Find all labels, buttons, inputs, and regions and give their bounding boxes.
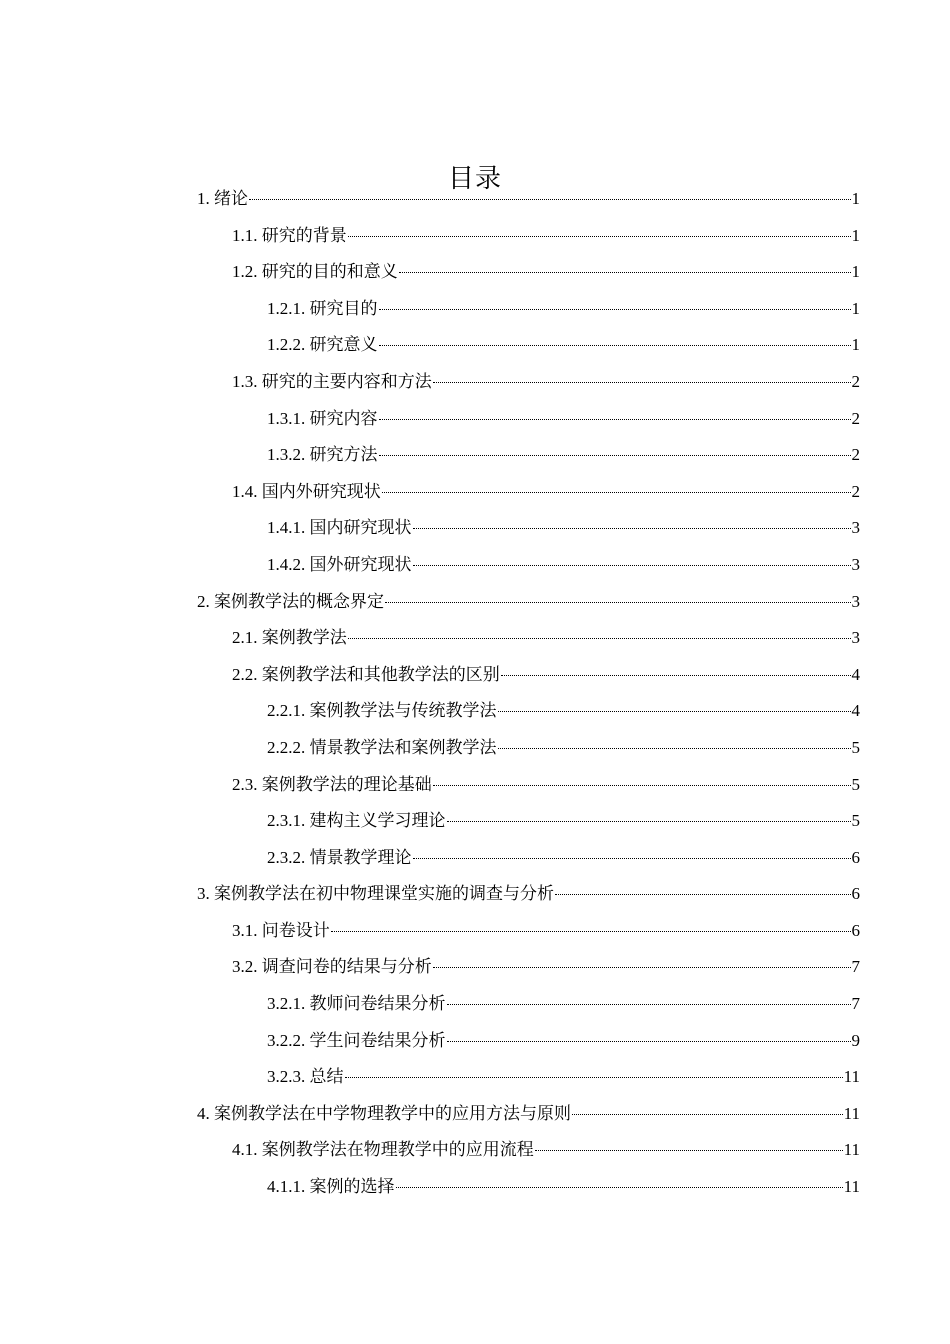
toc-entry-label: 1.4.2. 国外研究现状 (267, 554, 412, 574)
toc-entry[interactable] (197, 474, 860, 511)
dot-leader (348, 638, 851, 639)
dot-leader (331, 931, 851, 932)
toc-entry-page-number: 7 (851, 957, 860, 977)
dot-leader (379, 309, 851, 310)
toc-entry[interactable] (197, 327, 860, 364)
dot-leader (396, 1187, 843, 1188)
dot-leader (413, 565, 851, 566)
toc-entry-page-number: 2 (851, 371, 860, 391)
toc-entry[interactable] (197, 767, 860, 804)
toc-entry-page-number: 7 (851, 994, 860, 1014)
dot-leader (413, 528, 851, 529)
toc-entry-page-number: 6 (851, 920, 860, 940)
dot-leader (433, 967, 851, 968)
toc-entry-page-number: 4 (851, 701, 860, 721)
toc-entry-page-number: 5 (851, 737, 860, 757)
toc-entry[interactable] (197, 291, 860, 328)
toc-entry[interactable] (197, 730, 860, 767)
table-of-contents (197, 181, 860, 1206)
dot-leader (379, 455, 851, 456)
toc-entry-label: 2.1. 案例教学法 (232, 628, 347, 648)
toc-entry-label: 3. 案例教学法在初中物理课堂实施的调查与分析 (197, 884, 554, 904)
toc-entry-page-number: 1 (851, 225, 860, 245)
toc-entry-page-number: 11 (843, 1177, 860, 1197)
toc-entry[interactable] (197, 840, 860, 877)
toc-entry-page-number: 3 (851, 591, 860, 611)
toc-entry-page-number: 1 (851, 335, 860, 355)
dot-leader (345, 1077, 843, 1078)
dot-leader (382, 492, 851, 493)
toc-entry-label: 4.1.1. 案例的选择 (267, 1177, 395, 1197)
toc-entry-page-number: 6 (851, 847, 860, 867)
toc-entry[interactable] (197, 620, 860, 657)
toc-entry[interactable] (197, 1169, 860, 1206)
toc-entry-label: 1. 绪论 (197, 189, 248, 208)
dot-leader (379, 419, 851, 420)
dot-leader (498, 711, 851, 712)
dot-leader (447, 1004, 851, 1005)
toc-entry-page-number: 3 (851, 518, 860, 538)
toc-entry[interactable] (197, 803, 860, 840)
toc-entry-label: 1.4.1. 国内研究现状 (267, 518, 412, 538)
toc-entry-label: 1.3. 研究的主要内容和方法 (232, 371, 432, 391)
toc-entry-label: 4.1. 案例教学法在物理教学中的应用流程 (232, 1140, 534, 1160)
toc-entry[interactable] (197, 547, 860, 584)
toc-entry-label: 2. 案例教学法的概念界定 (197, 591, 384, 611)
dot-leader (249, 199, 851, 200)
toc-entry-label: 1.3.2. 研究方法 (267, 445, 378, 465)
dot-leader (572, 1114, 843, 1115)
toc-entry[interactable] (197, 1096, 860, 1133)
toc-entry[interactable] (197, 986, 860, 1023)
toc-entry[interactable] (197, 254, 860, 291)
dot-leader (379, 345, 851, 346)
toc-entry-label: 1.3.1. 研究内容 (267, 408, 378, 428)
toc-entry-page-number: 1 (851, 298, 860, 318)
toc-entry-page-number: 5 (851, 774, 860, 794)
toc-entry[interactable] (197, 913, 860, 950)
dot-leader (433, 785, 851, 786)
toc-entry[interactable] (197, 401, 860, 438)
dot-leader (555, 894, 851, 895)
toc-entry[interactable] (197, 364, 860, 401)
dot-leader (413, 858, 851, 859)
toc-entry-page-number: 5 (851, 811, 860, 831)
toc-entry-label: 3.2.1. 教师问卷结果分析 (267, 994, 446, 1014)
toc-entry-page-number: 3 (851, 554, 860, 574)
dot-leader (348, 236, 851, 237)
toc-entry[interactable] (197, 1023, 860, 1060)
toc-entry[interactable] (197, 1132, 860, 1169)
toc-entry-page-number: 3 (851, 628, 860, 648)
toc-entry[interactable] (197, 181, 860, 218)
toc-entry-page-number: 6 (851, 884, 860, 904)
toc-entry-label: 2.2. 案例教学法和其他教学法的区别 (232, 664, 500, 684)
toc-entry-label: 4. 案例教学法在中学物理教学中的应用方法与原则 (197, 1103, 571, 1123)
dot-leader (501, 675, 851, 676)
toc-entry[interactable] (197, 876, 860, 913)
toc-entry-page-number: 11 (843, 1103, 860, 1123)
dot-leader (535, 1150, 843, 1151)
toc-entry-page-number: 4 (851, 664, 860, 684)
toc-entry[interactable] (197, 584, 860, 621)
toc-entry[interactable] (197, 693, 860, 730)
toc-entry-label: 1.4. 国内外研究现状 (232, 481, 381, 501)
toc-entry-label: 1.2.2. 研究意义 (267, 335, 378, 355)
dot-leader (399, 272, 851, 273)
toc-entry-label: 1.1. 研究的背景 (232, 225, 347, 245)
dot-leader (447, 821, 851, 822)
toc-entry[interactable] (197, 657, 860, 694)
toc-entry-label: 2.2.2. 情景教学法和案例教学法 (267, 737, 497, 757)
dot-leader (433, 382, 851, 383)
toc-entry-page-number: 9 (851, 1030, 860, 1050)
toc-entry-label: 2.3. 案例教学法的理论基础 (232, 774, 432, 794)
toc-entry-page-number: 1 (851, 262, 860, 282)
toc-entry-label: 3.2.2. 学生问卷结果分析 (267, 1030, 446, 1050)
toc-entry-page-number: 2 (851, 481, 860, 501)
dot-leader (498, 748, 851, 749)
toc-entry-page-number: 11 (843, 1140, 860, 1160)
dot-leader (447, 1041, 851, 1042)
toc-entry-page-number: 1 (851, 189, 860, 208)
toc-entry[interactable] (197, 510, 860, 547)
toc-entry-page-number: 2 (851, 445, 860, 465)
toc-entry-page-number: 11 (843, 1067, 860, 1087)
toc-entry[interactable] (197, 218, 860, 255)
toc-entry-label: 3.2. 调查问卷的结果与分析 (232, 957, 432, 977)
toc-entry-label: 3.2.3. 总结 (267, 1067, 344, 1087)
dot-leader (385, 602, 851, 603)
toc-entry-label: 1.2. 研究的目的和意义 (232, 262, 398, 282)
toc-entry-page-number: 2 (851, 408, 860, 428)
toc-entry-label: 2.3.2. 情景教学理论 (267, 847, 412, 867)
toc-entry[interactable] (197, 1059, 860, 1096)
toc-entry[interactable] (197, 949, 860, 986)
toc-entry-label: 1.2.1. 研究目的 (267, 298, 378, 318)
toc-entry-label: 3.1. 问卷设计 (232, 920, 330, 940)
toc-entry[interactable] (197, 437, 860, 474)
toc-entry-label: 2.2.1. 案例教学法与传统教学法 (267, 701, 497, 721)
toc-title: 目录 (447, 164, 502, 195)
toc-entry-label: 2.3.1. 建构主义学习理论 (267, 811, 446, 831)
